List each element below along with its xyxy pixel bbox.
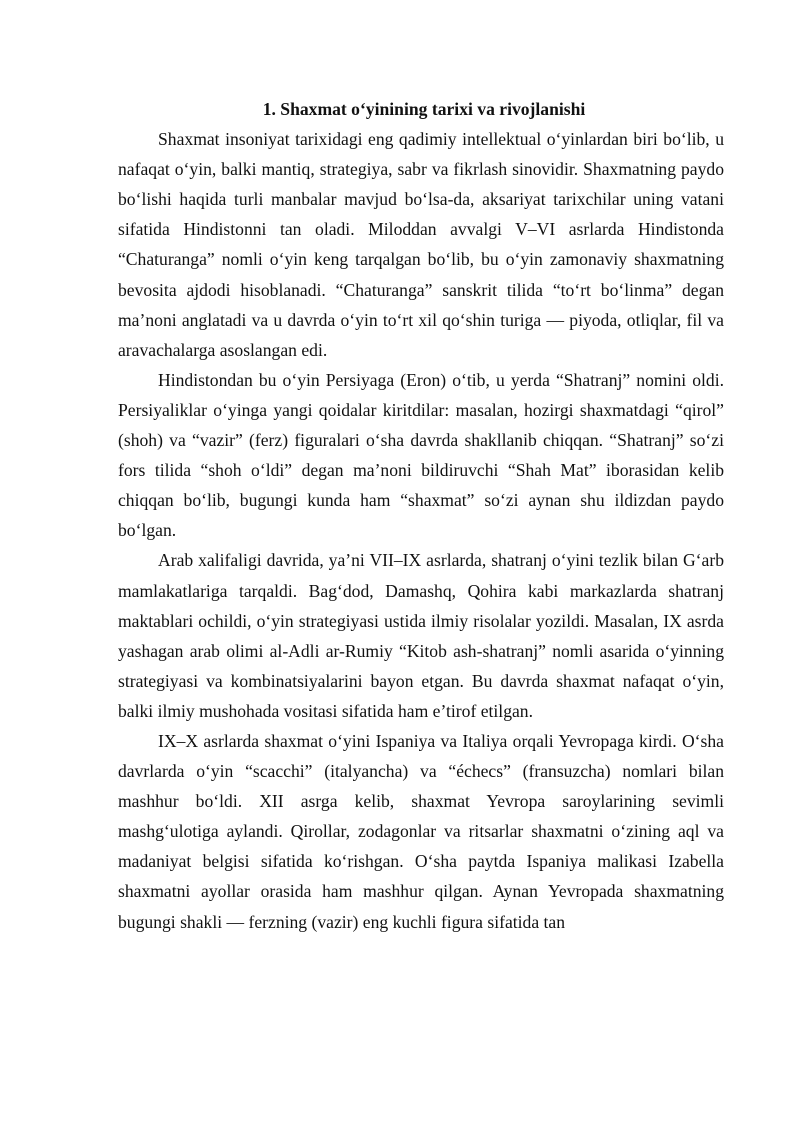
paragraph: IX–X asrlarda shaxmat o‘yini Ispaniya va Italiya orqali Yevropaga kirdi. O‘sha davrlarda o‘yin “scacchi” (italyancha) va “échecs” (fransuzcha) nomlari bilan mashhur bo‘ldi. XII asrga kelib, shaxmat Yevropa saroylarining sevimli mashg‘ulotiga aylandi. Qirollar, zodagonlar va ritsarlar shaxmatni o‘zining aql va madaniyat belgisi sifatida ko‘rishgan. O‘sha paytda Ispaniya malikasi Izabella shaxmatni ayollar orasida ham mashhur qilgan. Aynan Yevropada shaxmatning bugungi shakli — ferzning (vazir) eng kuchli figura sifatida tan	[118, 730, 724, 932]
page-content	[118, 94, 724, 937]
paragraph: Shaxmat insoniyat tarixidagi eng qadimiy intellektual o‘yinlardan biri bo‘lib, u nafaqat o‘yin, balki mantiq, strategiya, sabr va fikrlash sinovidir. Shaxmatning paydo bo‘lishi haqida turli manbalar mavjud bo‘lsa-da, aksariyat tarixchilar uning vatani sifatida Hindistonni tan oladi. Miloddan avvalgi V–VI asrlarda Hindistonda “Chaturanga” nomli o‘yin keng tarqalgan bo‘lib, bu o‘yin zamonaviy shaxmatning bevosita ajdodi hisoblanadi. “Chaturanga” sanskrit tilida “to‘rt bo‘linma” degan ma’noni anglatadi va u davrda o‘yin to‘rt xil qo‘shin turiga — piyoda, otliqlar, fil va aravachalarga asoslangan edi.	[118, 129, 724, 360]
paragraph: Hindistondan bu o‘yin Persiyaga (Eron) o‘tib, u yerda “Shatranj” nomini oldi. Persiyaliklar o‘yinga yangi qoidalar kiritdilar: masalan, hozirgi shaxmatdagi “qirol” (shoh) va “vazir” (ferz) figuralari o‘sha davrda shakllanib chiqqan. “Shatranj” so‘zi fors tilida “shoh o‘ldi” degan ma’noni bildiruvchi “Shah Mat” iborasidan kelib chiqqan bo‘lib, bugungi kunda ham “shaxmat” so‘zi aynan shu ildizdan paydo bo‘lgan.	[118, 369, 724, 541]
section-title: 1. Shaxmat o‘yinining tarixi va rivojlanishi	[262, 99, 586, 119]
paragraph: Arab xalifaligi davrida, ya’ni VII–IX asrlarda, shatranj o‘yini tezlik bilan G‘arb mamlakatlariga tarqaldi. Bag‘dod, Damashq, Qohira kabi markazlarda shatranj maktablari ochildi, o‘yin strategiyasi ustida ilmiy risolalar yozildi. Masalan, IX asrda yashagan arab olimi al-Adli ar-Rumiy “Kitob ash-shatranj” nomli asarida o‘yinning strategiyasi va kombinatsiyalarini bayon etgan. Bu davrda shaxmat nafaqat o‘yin, balki ilmiy mushohada vositasi sifatida ham e’tirof etilgan.	[118, 550, 724, 721]
